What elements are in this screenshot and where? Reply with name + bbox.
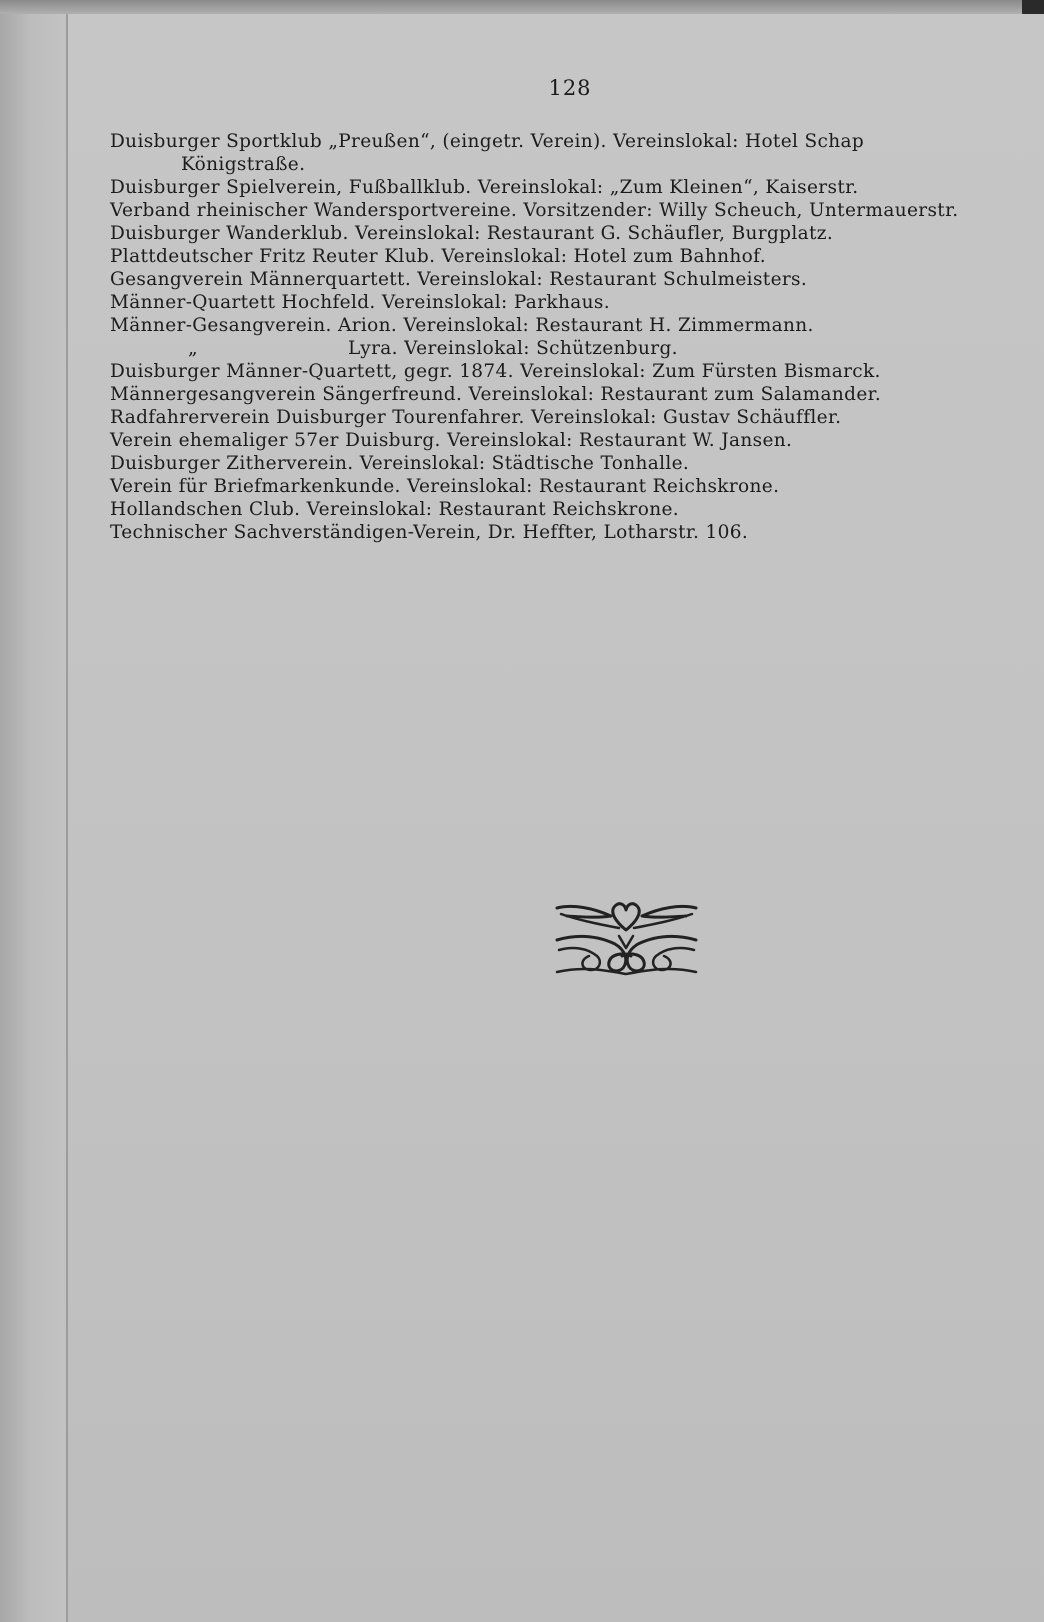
list-entry: Technischer Sachverständigen-Verein, Dr. Heffter, Lotharstr. 106. [110, 522, 749, 543]
art-nouveau-ornament-icon [553, 900, 700, 976]
ditto-mark: „ [188, 338, 198, 359]
club-list [110, 130, 1010, 544]
list-entry: Duisburger Zitherverein. Vereinslokal: Städtische Tonhalle. [110, 453, 690, 474]
list-entry: Verein ehemaliger 57er Duisburg. Vereinslokal: Restaurant W. Jansen. [110, 430, 793, 451]
list-entry: Duisburger Sportklub „Preußen“, (eingetr. Verein). Vereinslokal: Hotel Schap [110, 131, 865, 152]
list-entry-continuation: Königstraße. [181, 154, 306, 175]
list-entry: Duisburger Spielverein, Fußballklub. Vereinslokal: „Zum Kleinen“, Kaiserstr. [110, 177, 859, 198]
list-entry-text: Lyra. Vereinslokal: Schützenburg. [348, 338, 678, 359]
list-entry: Radfahrerverein Duisburger Tourenfahrer. Vereinslokal: Gustav Schäuffler. [110, 407, 842, 428]
list-entry: Männer-Gesangverein. Arion. Vereinslokal: Restaurant H. Zimmermann. [110, 315, 814, 336]
list-entry [110, 337, 1010, 360]
list-entry: Verband rheinischer Wandersportvereine. Vorsitzender: Willy Scheuch, Untermauerstr. [110, 200, 959, 221]
list-entry: Hollandschen Club. Vereinslokal: Restaurant Reichskrone. [110, 499, 679, 520]
page-number: 128 [548, 76, 592, 100]
list-entry: Verein für Briefmarkenkunde. Vereinslokal: Restaurant Reichskrone. [110, 476, 780, 497]
list-entry: Männergesangverein Sängerfreund. Vereinslokal: Restaurant zum Salamander. [110, 384, 882, 405]
list-entry: Männer-Quartett Hochfeld. Vereinslokal: Parkhaus. [110, 292, 610, 313]
list-entry: Duisburger Wanderklub. Vereinslokal: Restaurant G. Schäufler, Burgplatz. [110, 223, 834, 244]
list-entry: Plattdeutscher Fritz Reuter Klub. Vereinslokal: Hotel zum Bahnhof. [110, 246, 766, 267]
list-entry: Duisburger Männer-Quartett, gegr. 1874. Vereinslokal: Zum Fürsten Bismarck. [110, 361, 881, 382]
scan-top-edge [0, 0, 1044, 14]
list-entry: Gesangverein Männerquartett. Vereinslokal: Restaurant Schulmeisters. [110, 269, 808, 290]
